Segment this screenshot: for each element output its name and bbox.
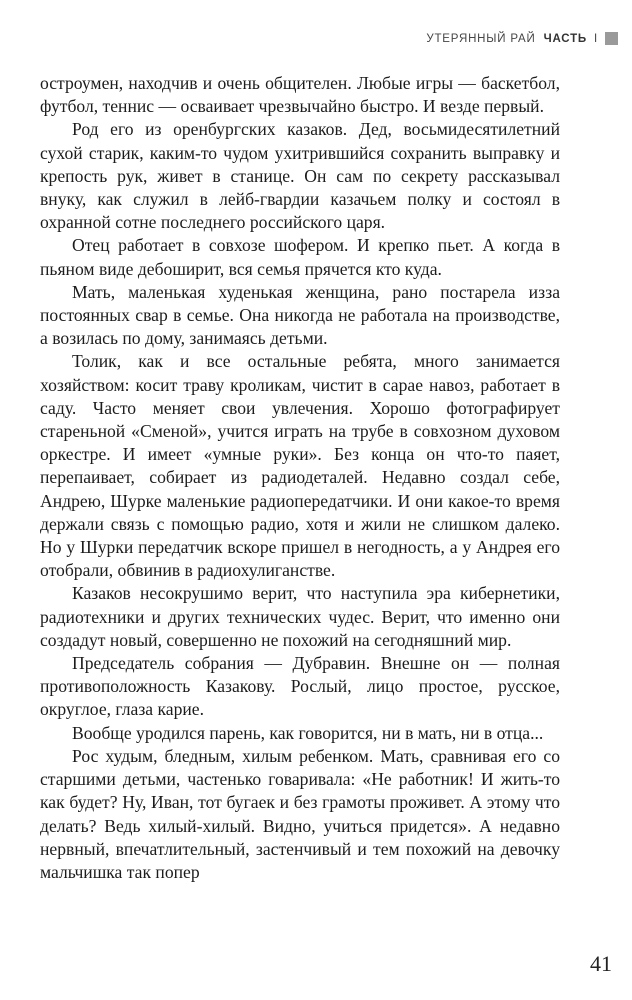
- paragraph-4: Мать, маленькая худенькая женщина, рано постарела изза постоянных свар в семье. Она никогда не работала на производстве, а возилась по дому, занимаясь детьми.: [40, 281, 560, 349]
- paragraph-8: Вообще уродился парень, как говорится, ни в мать, ни в отца...: [72, 722, 544, 743]
- running-header: [426, 32, 618, 45]
- part-label: ЧАСТЬ: [543, 32, 587, 45]
- paragraph-5: Толик, как и все остальные ребята, много занимается хозяйством: косит траву кроликам, чистит в сарае навоз, работает в саду. Часто меняет свои увлечения. Хорошо фотографирует стареньной «Сменой», учится играть на трубе в совхозном духовом оркестре. И имеет «умные руки». Без конца он что-то паяет, перепаивает, собирает из радиодеталей. Недавно создал себе, Андрею, Шурке маленькие радиопередатчики. И они какое-то время держали связь с помощью радио, хотя и жили не слишком далеко. Но у Шурки передатчик вскоре пришел в негодность, а у Андрея его отобрали, обвинив в радиохулиганстве.: [40, 351, 560, 581]
- body-text: [40, 72, 560, 884]
- paragraph-3: Отец работает в совхозе шофером. И крепко пьет. А когда в пьяном виде дебоширит, вся семья прячется кто куда.: [40, 235, 560, 279]
- paragraph-7: Председатель собрания — Дубравин. Внешне он — полная противоположность Казакову. Рослый, лицо простое, русское, округлое, глаза карие.: [40, 653, 560, 720]
- paragraph-2: Род его из оренбургских казаков. Дед, восьмидесятилетний сухой старик, каким-то чудом ухитрившийся сохранить выправку и крепость рук, живет в станице. Он сам по секрету рассказывал внуку, как служил в лейб-гвардии казачьем полку и состоял в охранной сотне последнего российского царя.: [40, 119, 560, 233]
- paragraph-9: Рос худым, бледным, хилым ребенком. Мать, сравнивая его со старшими детьми, частенько говаривала: «Не работник! И жить-то как будет? Ну, Иван, тот бугаек и без грамоты проживет. А этому что делать? Ведь хилый-хилый. Видно, учиться придется». А недавно нервный, впечатлительный, застенчивый и тем похожий на девочку мальчишка так попер: [40, 745, 560, 882]
- book-title: УТЕРЯННЫЙ РАЙ: [426, 32, 536, 45]
- header-square-mark: [605, 32, 618, 45]
- page-number: 41: [590, 951, 612, 976]
- paragraph-6: Казаков несокрушимо верит, что наступила эра кибернетики, радиотехники и других технических чудес. Верит, что именно они создадут новый, совершенно не похожий на сегодняшний мир.: [40, 583, 560, 650]
- part-number: I: [594, 32, 598, 45]
- paragraph-1: остроумен, находчив и очень общителен. Любые игры — баскетбол, футбол, теннис — осваивает чрезвычайно быстро. И везде первый.: [40, 73, 560, 117]
